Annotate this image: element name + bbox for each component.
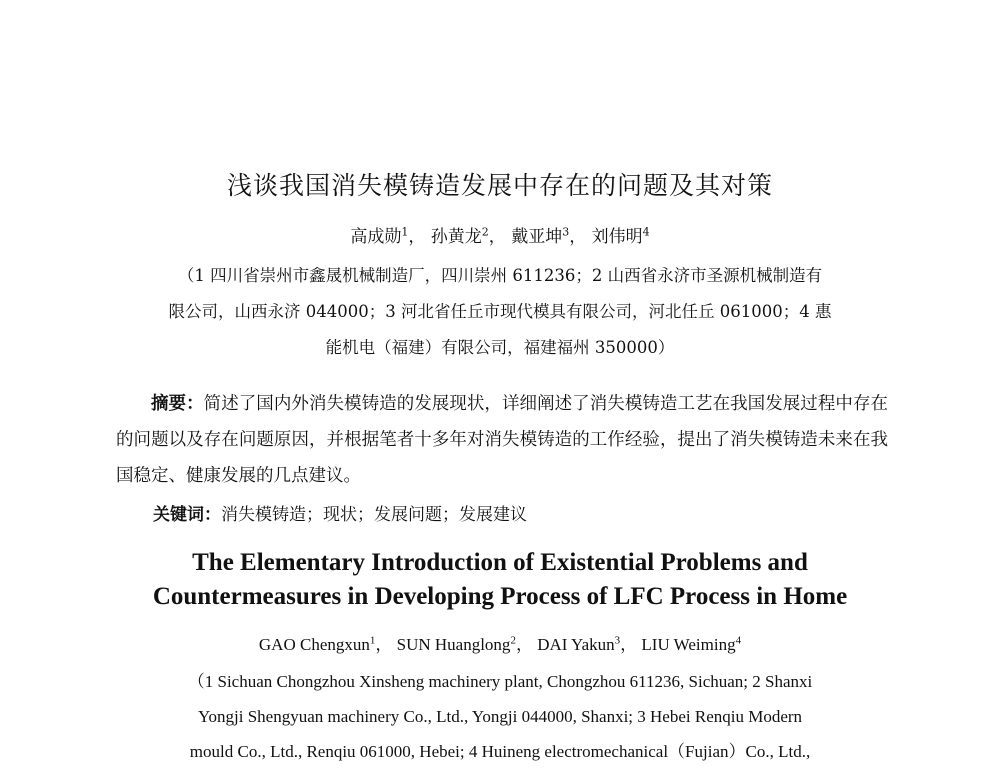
author-separator: ， [408, 227, 426, 247]
chinese-affiliations [0, 258, 1000, 366]
author-separator: ， [488, 227, 506, 247]
affiliation-line: 限公司，山西永济 044000；3 河北省任丘市现代模具有限公司，河北任丘 061000；4 惠 [168, 302, 832, 321]
keywords-label: 关键词： [153, 505, 221, 525]
affiliation-line: （1 Sichuan Chongzhou Xinsheng machinery plant, Chongzhou 611236, Sichuan; 2 Shanxi [187, 672, 813, 691]
author-name: 高成勋 [350, 227, 402, 247]
keywords-text: 消失模铸造；现状；发展问题；发展建议 [221, 505, 527, 525]
author-name: 刘伟明 [591, 227, 643, 247]
chinese-authors [0, 222, 1000, 247]
author-separator: ， [569, 227, 587, 247]
author-affiliation-mark: 1 [369, 634, 376, 647]
author-affiliation-mark: 3 [614, 634, 621, 647]
english-affiliations [0, 664, 1000, 769]
author-name: SUN Huanglong [396, 635, 511, 654]
chinese-title: 浅谈我国消失模铸造发展中存在的问题及其对策 [226, 171, 773, 200]
author-separator: ， [375, 635, 393, 654]
abstract-text: 简述了国内外消失模铸造的发展现状，详细阐述了消失模铸造工艺在我国发展过程中存在的问题以及存在问题原因，并根据笔者十多年对消失模铸造的工作经验，提出了消失模铸造未来在我国稳定、健康发展的几点建议。 [116, 394, 889, 486]
author-separator: ， [515, 635, 533, 654]
chinese-abstract [116, 386, 888, 494]
author-affiliation-mark: 4 [735, 634, 742, 647]
affiliation-line: 能机电（福建）有限公司，福建福州 350000） [325, 338, 675, 357]
author-affiliation-mark: 2 [481, 225, 489, 239]
english-title-line: Countermeasures in Developing Process of LFC Process in Home [152, 583, 848, 610]
affiliation-line: Yongji Shengyuan machinery Co., Ltd., Yongji 044000, Shanxi; 3 Hebei Renqiu Modern [197, 707, 803, 726]
abstract-label: 摘要： [151, 394, 204, 414]
author-name: 戴亚坤 [511, 227, 563, 247]
author-name: 孙黄龙 [430, 227, 482, 247]
author-name: LIU Weiming [641, 635, 736, 654]
author-name: GAO Chengxun [258, 635, 370, 654]
affiliation-line: （1 四川省崇州市鑫晟机械制造厂，四川崇州 611236；2 山西省永济市圣源机械制造有 [177, 266, 823, 285]
author-affiliation-mark: 4 [642, 225, 650, 239]
author-affiliation-mark: 1 [401, 225, 409, 239]
affiliation-line: mould Co., Ltd., Renqiu 061000, Hebei; 4 Huineng electromechanical（Fujian）Co., Ltd., [189, 742, 811, 761]
english-title-line: The Elementary Introduction of Existential Problems and [192, 549, 808, 576]
author-separator: ， [620, 635, 638, 654]
chinese-keywords [153, 500, 527, 525]
author-name: DAI Yakun [537, 635, 615, 654]
english-title [0, 546, 1000, 614]
author-affiliation-mark: 3 [562, 225, 570, 239]
author-affiliation-mark: 2 [510, 634, 516, 647]
english-authors [0, 630, 1000, 655]
